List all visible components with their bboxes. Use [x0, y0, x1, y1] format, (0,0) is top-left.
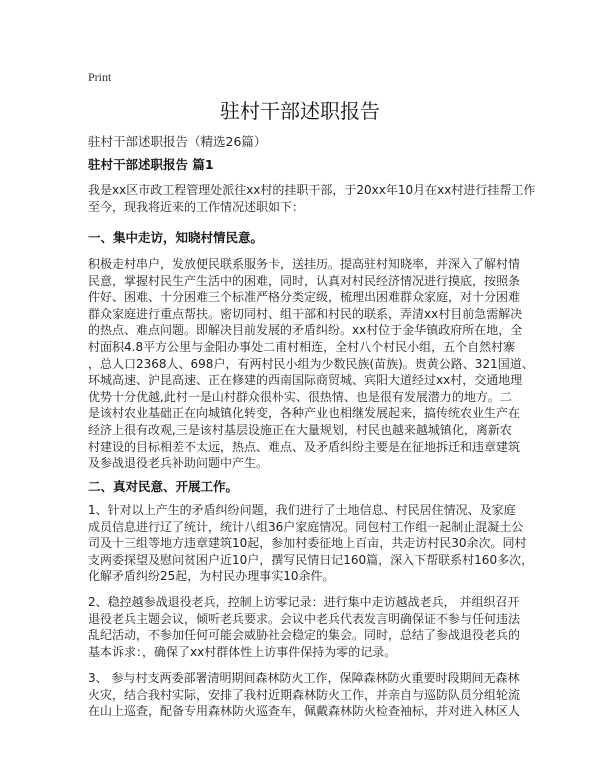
text-line: 成员信息进行辽了统计，统计八组36户家庭情况。同包村工作组一起制止混凝土公 [88, 519, 524, 534]
intro-paragraph [88, 182, 548, 215]
text-line: 环城高速、沪昆高速、正在修建的西南国际商贸城、宾阳大道经过xx村，交通地理 [88, 373, 523, 388]
article-heading: 驻村干部述职报告 篇1 [88, 157, 214, 172]
text-line: 司及十三组等地方违章建筑10起，参加村委征地上百亩，共走访村民30余次。同村 [88, 536, 527, 551]
text-line: 3、 参与村支两委部署清明期间森林防火工作，保障森林防火重要时段期间无森林 [88, 671, 520, 685]
text-line: 积极走村串户，发放便民联系服务卡，送挂历。提高驻村知晓率，并深入了解村情 [88, 257, 521, 271]
section2-paragraph-1 [88, 502, 548, 585]
text-line: 1、针对以上产生的矛盾纠纷问题，我们进行了土地信息、村民居住情况、及家庭 [88, 503, 516, 517]
section1-heading: 一、集中走访，知晓村情民意。 [88, 230, 264, 245]
print-label: Print [88, 70, 112, 84]
text-line: 件好、困难、十分困难三个标准严格分类定级，梳理出困难群众家庭，对十分困难 [88, 290, 521, 305]
section2-paragraph-2 [88, 594, 548, 660]
text-line: 的热点、难点问题。即解决目前发展的矛盾纠纷。xx村位于金华镇政府所在地，全 [88, 323, 523, 338]
text-line: 乱纪活动，不参加任何可能会威胁社会稳定的集会。同时，总结了参战退役老兵的 [88, 628, 521, 643]
text-line: 退役老兵主题会议，倾听老兵要求。会议中老兵代表发言明确保证不参与任何违法 [88, 611, 521, 626]
text-line: 支两委探望及慰问贫困户近10户，撰写民情日记160篇，深入下帮联系村160多次， [88, 552, 534, 567]
text-line: 至今，现我将近来的工作情况述职如下： [88, 199, 305, 214]
text-line: ，总人口2368人、698户，有两村民小组为少数民族(苗族)。贵黄公路、321国道、 [88, 356, 534, 371]
section2-heading: 二、真对民意、开展工作。 [88, 479, 239, 494]
text-line: 基本诉求：，确保了xx村群体性上访事件保持为零的记录。 [88, 644, 397, 659]
document-title: 驻村干部述职报告 [220, 99, 380, 123]
text-line: 2、稳控越参战退役老兵，控制上访零记录：进行集中走访越战老兵， 并组织召开 [88, 595, 520, 609]
text-line: 在山上巡查，配备专用森林防火巡查车，佩戴森林防火检查袖标，并对进入林区人 [88, 704, 521, 719]
text-line: 民意，掌握村民生产生活中的困难，同时，认真对村民经济情况进行摸底，按照条 [88, 273, 521, 288]
section1-paragraph [88, 256, 548, 472]
text-line: 优势十分优越,此村一是山村群众很朴实、很热情、也是很有发展潜力的地方。二 [88, 389, 512, 404]
text-line: 我是xx区市政工程管理处派往xx村的挂职干部，于20xx年10月在xx村进行挂帮工作 [88, 183, 536, 197]
document-subtitle: 驻村干部述职报告（精选26篇） [88, 134, 267, 149]
text-line: 化解矛盾纠纷25起，为村民办理事实10余件。 [88, 569, 335, 584]
text-line: 村面积4.8平方公里与金阳办事处二甫村相连，全村八个村民小组，五个自然村寨 [88, 339, 516, 354]
section2-paragraph-3 [88, 670, 548, 720]
text-line: 及参战退役老兵补助问题中产生。 [88, 456, 269, 471]
text-line: 火灾，结合我村实际，安排了我村近期森林防火工作，并亲自与巡防队员分组轮流 [88, 687, 521, 702]
text-line: 群众家庭进行重点帮扶。密切同村、组干部和村民的联系，弄清xx村目前急需解决 [88, 306, 523, 321]
text-line: 村建设的目标相差不太远，热点、难点、及矛盾纠纷主要是在征地拆迁和违章建筑 [88, 439, 521, 454]
text-line: 经济上很有改观,三是该村基层设施正在大量规划，村民也越来越城镇化，离新农 [88, 422, 512, 437]
text-line: 是该村农业基础正在向城镇化转变，各种产业也相继发展起来，搞传统农业生产在 [88, 406, 521, 421]
